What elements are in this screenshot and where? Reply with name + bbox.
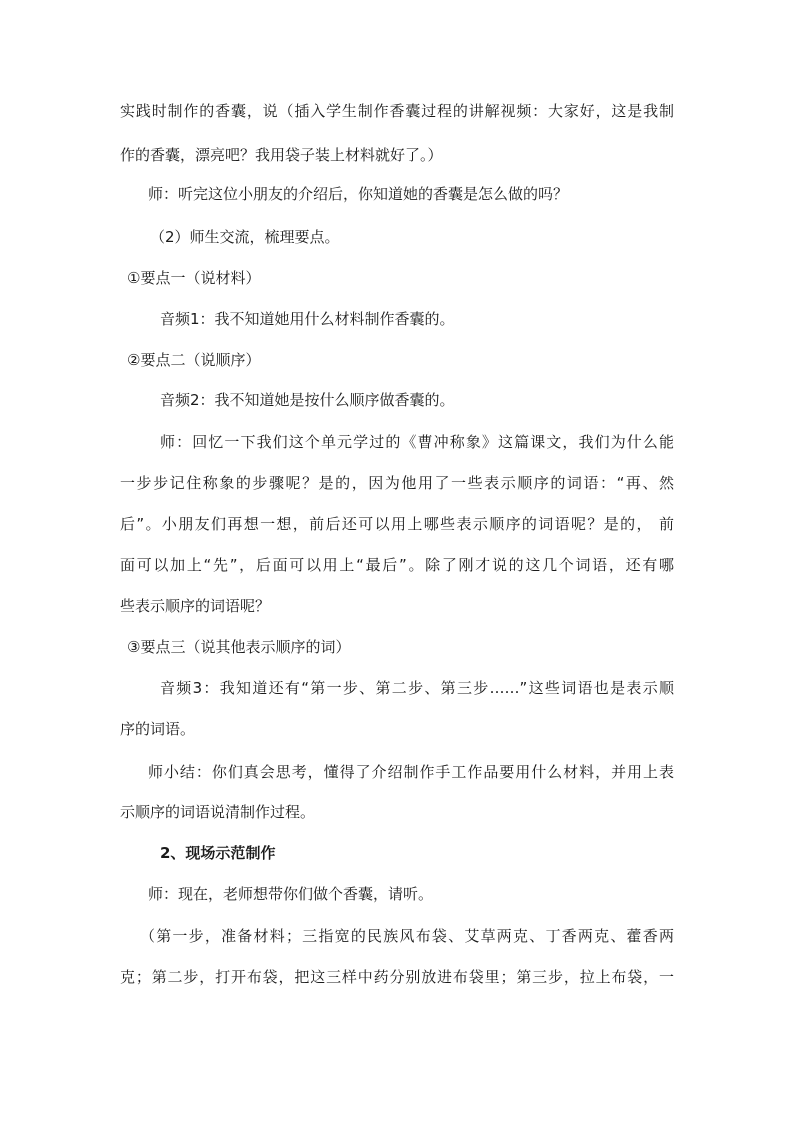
paragraph-line: 实践时制作的香囊，说（插入学生制作香囊过程的讲解视频：大家好，这是我制 xyxy=(120,102,674,120)
paragraph-line: 师：现在，老师想带你们做个香囊，请听。 xyxy=(148,885,434,903)
list-heading: ②要点二（说顺序） xyxy=(127,351,261,369)
paragraph-line: 师小结：你们真会思考，懂得了介绍制作手工作品要用什么材料，并用上表 xyxy=(148,763,674,781)
paragraph-line: 音频3：我知道还有“第一步、第二步、第三步……”这些词语也是表示顺 xyxy=(160,679,674,697)
paragraph-line: （第一步，准备材料；三指宽的民族风布袋、艾草两克、丁香两克、藿香两 xyxy=(140,927,674,945)
paragraph-line: 面可以加上“先”，后面可以用上“最后”。除了刚才说的这几个词语，还有哪 xyxy=(120,556,674,574)
paragraph-line: 克；第二步，打开布袋，把这三样中药分别放进布袋里；第三步，拉上布袋，一 xyxy=(120,968,674,986)
paragraph-line: 序的词语。 xyxy=(120,720,196,738)
paragraph-line: 作的香囊，漂亮吧？我用袋子装上材料就好了。） xyxy=(120,146,443,164)
paragraph-line: （2）师生交流，梳理要点。 xyxy=(150,228,340,246)
paragraph-line: 后”。小朋友们再想一想，前后还可以用上哪些表示顺序的词语呢？是的， 前 xyxy=(120,515,674,533)
section-heading: 2、现场示范制作 xyxy=(160,844,276,862)
paragraph-line: 音频2：我不知道她是按什么顺序做香囊的。 xyxy=(160,391,455,409)
paragraph-line: 师：听完这位小朋友的介绍后，你知道她的香囊是怎么做的吗？ xyxy=(148,185,569,203)
list-heading: ①要点一（说材料） xyxy=(127,269,261,287)
paragraph-line: 师：回忆一下我们这个单元学过的《曹冲称象》这篇课文，我们为什么能 xyxy=(160,433,674,451)
paragraph-line: 些表示顺序的词语呢？ xyxy=(120,597,271,615)
paragraph-line: 示顺序的词语说清制作过程。 xyxy=(120,803,316,821)
paragraph-line: 一步步记住称象的步骤呢？是的，因为他用了一些表示顺序的词语：“再、然 xyxy=(120,474,674,492)
paragraph-line: 音频1：我不知道她用什么材料制作香囊的。 xyxy=(160,310,455,328)
list-heading: ③要点三（说其他表示顺序的词） xyxy=(127,638,351,656)
